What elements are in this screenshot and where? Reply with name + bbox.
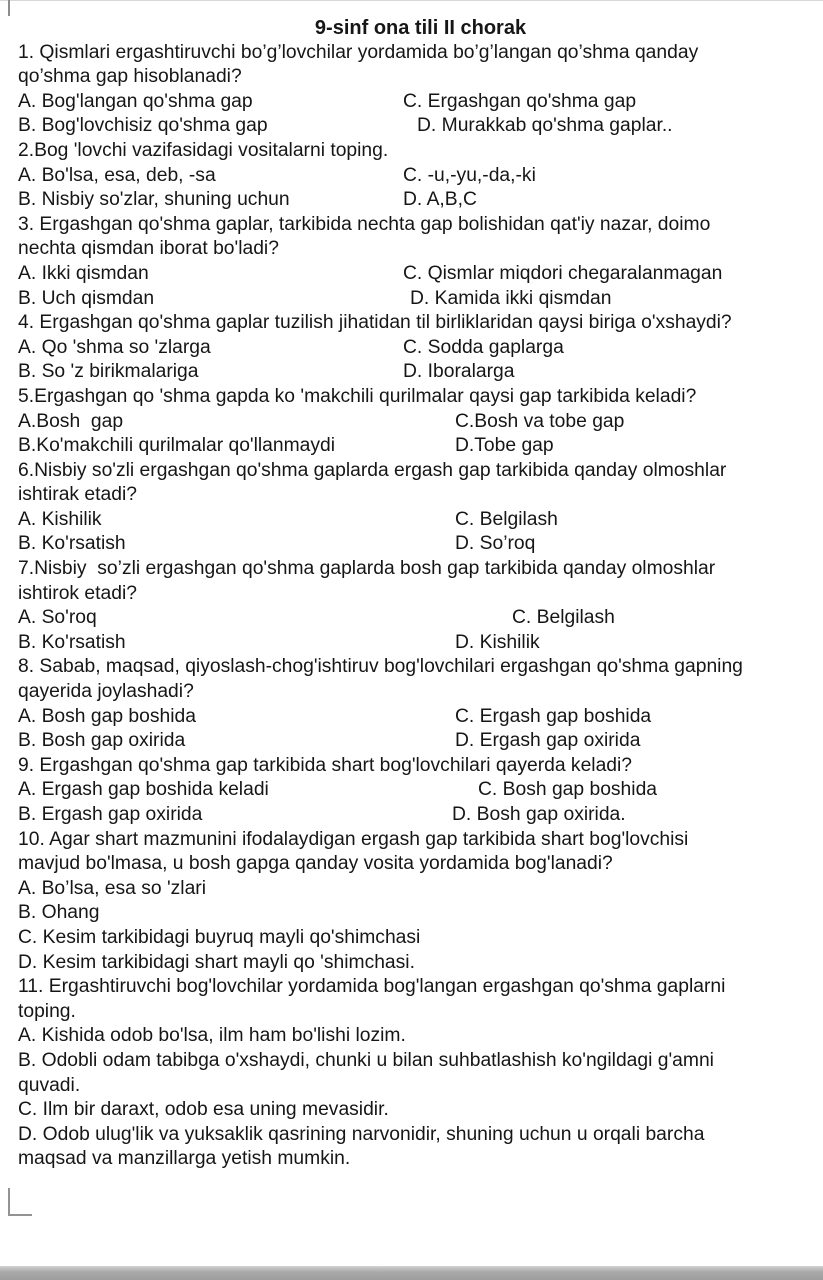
answer-option: C. Qismlar miqdori chegaralanmagan — [403, 262, 723, 284]
option-row — [18, 926, 823, 951]
question-stem-line: 6.Nisbiy so'zli ergashgan qo'shma gaplarda ergash gap tarkibida qanday olmoshlar — [18, 459, 727, 481]
question — [18, 139, 823, 213]
question-stem-line: ishtirok etadi? — [18, 582, 137, 604]
option-row — [18, 1024, 823, 1049]
answer-option: A. Ergash gap boshida keladi — [18, 779, 269, 801]
option-row — [18, 1049, 823, 1074]
question — [18, 754, 823, 828]
answer-option: B. Ergash gap oxirida — [18, 804, 203, 825]
answer-option: A. Bo’lsa, esa so 'zlari — [18, 877, 207, 899]
answer-option: C. Belgilash — [455, 508, 558, 530]
option-row — [18, 434, 823, 459]
option-row — [18, 287, 823, 312]
document-page — [18, 16, 823, 1172]
answer-option: A. Qo 'shma so 'zlarga — [18, 336, 211, 358]
option-row — [18, 262, 823, 287]
answer-option: B. So 'z birikmalariga — [18, 361, 199, 383]
option-row — [18, 1147, 823, 1172]
option-row — [18, 606, 823, 631]
option-row — [18, 90, 823, 115]
option-row — [18, 1074, 823, 1099]
answer-option: C. Sodda gaplarga — [403, 336, 564, 358]
option-row — [18, 951, 823, 976]
question-stem-line: nechta qismdan iborat bo'ladi? — [18, 238, 279, 260]
answer-option: B. Uch qismdan — [18, 287, 155, 309]
option-row — [18, 508, 823, 533]
question — [18, 557, 823, 655]
question-stem-line: 9. Ergashgan qo'shma gap tarkibida shart bog'lovchilari qayerda keladi? — [18, 754, 633, 776]
question-stem-line: 11. Ergashtiruvchi bog'lovchilar yordamida bog'langan ergashgan qo'shma gaplarni — [18, 976, 726, 998]
question — [18, 975, 823, 1172]
answer-option: D. So’roq — [455, 533, 536, 555]
question-stem-line: toping. — [18, 1000, 76, 1022]
option-row — [18, 877, 823, 902]
option-row — [18, 532, 823, 557]
answer-option: A. So'roq — [18, 607, 97, 629]
question — [18, 828, 823, 976]
answer-option: C. Bosh gap boshida — [478, 779, 658, 801]
option-row — [18, 336, 823, 361]
bottom-bar — [0, 1266, 823, 1280]
question-stem-line: 1. Qismlari ergashtiruvchi bo’g’lovchilar yordamida bo’g’langan qo’shma qanday — [18, 41, 699, 63]
question-stem-line: 5.Ergashgan qo 'shma gapda ko 'makchili qurilmalar qaysi gap tarkibida keladi? — [18, 385, 697, 407]
answer-option: maqsad va manzillarga yetish mumkin. — [18, 1148, 351, 1170]
answer-option: C. Ergash gap boshida — [455, 705, 652, 727]
option-row — [18, 360, 823, 385]
option-row — [18, 410, 823, 435]
answer-option: D. Bosh gap oxirida. — [452, 804, 626, 825]
answer-option: C. Belgilash — [512, 607, 615, 629]
answer-option: D. Odob ulug'lik va yuksaklik qasrining narvonidir, shuning uchun u orqali barcha — [18, 1123, 705, 1145]
question-stem-line: 4. Ergashgan qo'shma gaplar tuzilish jihatidan til birliklaridan qaysi biriga o'xshaydi? — [18, 312, 732, 334]
option-row — [18, 114, 823, 139]
question — [18, 213, 823, 311]
answer-option: B.Ko'makchili qurilmalar qo'llanmaydi — [18, 435, 336, 457]
answer-option: A. Kishilik — [18, 508, 102, 530]
answer-option: C. -u,-yu,-da,-ki — [403, 164, 536, 186]
answer-option: B. Bog'lovchisiz qo'shma gap — [18, 115, 268, 137]
answer-option: D. Iboralarga — [403, 361, 515, 383]
option-row — [18, 778, 823, 803]
question-stem-line: qayerida joylashadi? — [18, 681, 194, 703]
option-row — [18, 705, 823, 730]
question — [18, 41, 823, 139]
question-stem-line: 2.Bog 'lovchi vazifasidagi vositalarni toping. — [18, 139, 389, 161]
question-stem-line: 7.Nisbiy so’zli ergashgan qo'shma gaplarda bosh gap tarkibida qanday olmoshlar — [18, 558, 716, 580]
question — [18, 459, 823, 557]
question — [18, 655, 823, 753]
option-row — [18, 803, 823, 828]
answer-option: B. Ko'rsatish — [18, 533, 126, 555]
option-row — [18, 729, 823, 754]
answer-option: B. Ohang — [18, 902, 100, 924]
answer-option: D. Murakkab qo'shma gaplar.. — [417, 115, 673, 137]
answer-option: A. Kishida odob bo'lsa, ilm ham bo'lishi lozim. — [18, 1025, 406, 1047]
answer-option: D. Ergash gap oxirida — [455, 730, 641, 752]
answer-option: C. Ilm bir daraxt, odob esa uning mevasidir. — [18, 1099, 389, 1121]
answer-option: D. Kamida ikki qismdan — [410, 287, 612, 309]
answer-option: B. Ko'rsatish — [18, 631, 126, 653]
option-row — [18, 631, 823, 656]
answer-option: D. Kishilik — [455, 631, 540, 653]
question-list — [18, 41, 823, 1172]
answer-option: A. Bog'langan qo'shma gap — [18, 90, 253, 112]
answer-option: A.Bosh gap — [18, 410, 124, 432]
question — [18, 385, 823, 459]
option-row — [18, 901, 823, 926]
question-stem-line: 8. Sabab, maqsad, qiyoslash-chog'ishtiruv bog'lovchilari ergashgan qo'shma gapning — [18, 656, 743, 678]
answer-option: C.Bosh va tobe gap — [455, 410, 625, 432]
answer-option: quvadi. — [18, 1074, 81, 1096]
option-row — [18, 164, 823, 189]
answer-option: A. Ikki qismdan — [18, 262, 149, 284]
answer-option: A. Bosh gap boshida — [18, 705, 196, 727]
question-stem-line: 3. Ergashgan qo'shma gaplar, tarkibida nechta gap bolishidan qat'iy nazar, doimo — [18, 213, 711, 235]
answer-option: C. Ergashgan qo'shma gap — [403, 90, 637, 112]
option-row — [18, 1098, 823, 1123]
page-top-edge — [0, 0, 823, 1]
answer-option: B. Odobli odam tabibga o'xshaydi, chunki u bilan suhbatlashish ko'ngildagi g'amni — [18, 1049, 714, 1071]
question — [18, 311, 823, 385]
option-row — [18, 1123, 823, 1148]
crop-mark-bottom-left — [8, 1188, 32, 1216]
question-stem-line: mavjud bo'lmasa, u bosh gapga qanday vosita yordamida bog'lanadi? — [18, 853, 613, 875]
answer-option: B. Bosh gap oxirida — [18, 730, 186, 752]
answer-option: B. Nisbiy so'zlar, shuning uchun — [18, 189, 290, 211]
question-stem-line: qo’shma gap hisoblanadi? — [18, 66, 242, 88]
answer-option: A. Bo'lsa, esa, deb, -sa — [18, 164, 216, 186]
question-stem-line: ishtirak etadi? — [18, 484, 137, 506]
answer-option: C. Kesim tarkibidagi buyruq mayli qo'shimchasi — [18, 926, 421, 948]
question-stem-line: 10. Agar shart mazmunini ifodalaydigan ergash gap tarkibida shart bog'lovchisi — [18, 828, 689, 850]
answer-option: D. Kesim tarkibidagi shart mayli qo 'shimchasi. — [18, 951, 415, 973]
option-row — [18, 188, 823, 213]
crop-mark-top-left — [8, 0, 10, 16]
page-title: 9-sinf ona tili II chorak — [314, 17, 527, 39]
answer-option: D. A,B,C — [403, 189, 477, 211]
answer-option: D.Tobe gap — [455, 435, 554, 457]
